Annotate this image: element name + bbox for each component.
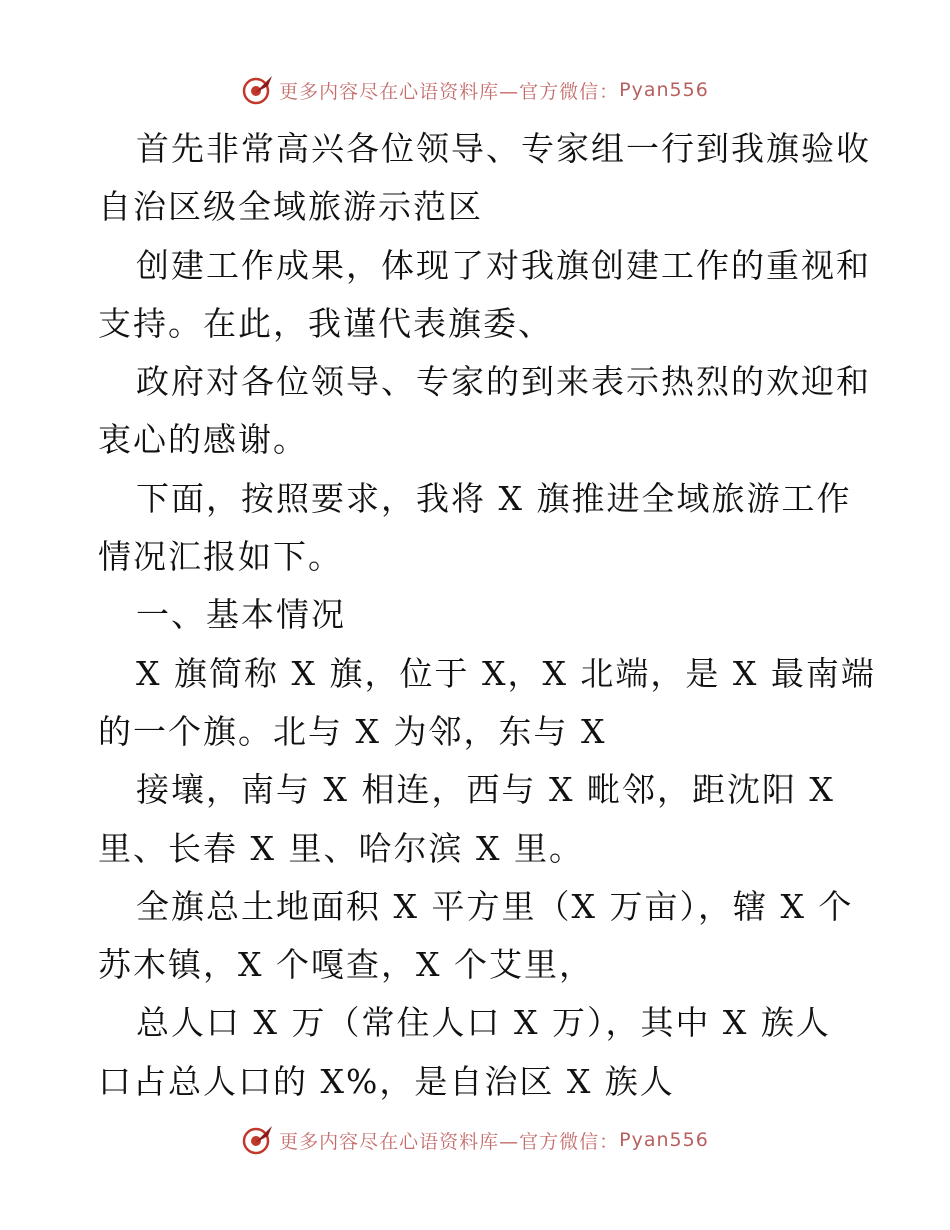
banner-wechat-id: Pyan556 xyxy=(619,1129,709,1151)
paragraph-line: 下面，按照要求，我将 X 旗推进全域旅游工作 xyxy=(136,478,852,518)
paragraph-line: 里、长春 X 里、哈尔滨 X 里。 xyxy=(98,828,584,868)
banner-text: 更多内容尽在心语资料库—官方微信： xyxy=(279,80,620,103)
paragraph-line: 情况汇报如下。 xyxy=(98,537,343,577)
section-heading: 一、基本情况 xyxy=(136,595,346,635)
paragraph-line: 自治区级全域旅游示范区 xyxy=(98,187,483,227)
paragraph-line: 政府对各位领导、专家的到来表示热烈的欢迎和 xyxy=(136,362,871,402)
paragraph-line: 总人口 X 万（常住人口 X 万），其中 X 族人 xyxy=(136,1003,831,1043)
paragraph-line: 创建工作成果，体现了对我旗创建工作的重视和 xyxy=(136,245,871,285)
quill-logo-icon xyxy=(241,73,275,107)
quill-logo-icon xyxy=(241,1123,275,1157)
paragraph-line: 苏木镇，X 个嘎查，X 个艾里， xyxy=(98,945,594,985)
paragraph-line: 全旗总土地面积 X 平方里（X 万亩），辖 X 个 xyxy=(136,886,854,926)
paragraph-line: 支持。在此，我谨代表旗委、 xyxy=(98,303,553,343)
banner-text: 更多内容尽在心语资料库—官方微信： xyxy=(279,1130,620,1153)
paragraph-line: X 旗简称 X 旗，位于 X，X 北端，是 X 最南端 xyxy=(136,653,876,693)
paragraph-line: 口占总人口的 X%，是自治区 X 族人 xyxy=(98,1061,675,1101)
paragraph-line: 首先非常高兴各位领导、专家组一行到我旗验收 xyxy=(136,129,871,168)
document-body xyxy=(98,120,876,1111)
banner-wechat-id: Pyan556 xyxy=(619,79,709,101)
paragraph-line: 接壤，南与 X 相连，西与 X 毗邻，距沈阳 X xyxy=(136,770,835,810)
header-banner xyxy=(0,70,950,110)
paragraph-line: 衷心的感谢。 xyxy=(98,420,308,460)
footer-banner xyxy=(0,1120,950,1160)
paragraph-line: 的一个旗。北与 X 为邻，东与 X xyxy=(98,711,607,751)
